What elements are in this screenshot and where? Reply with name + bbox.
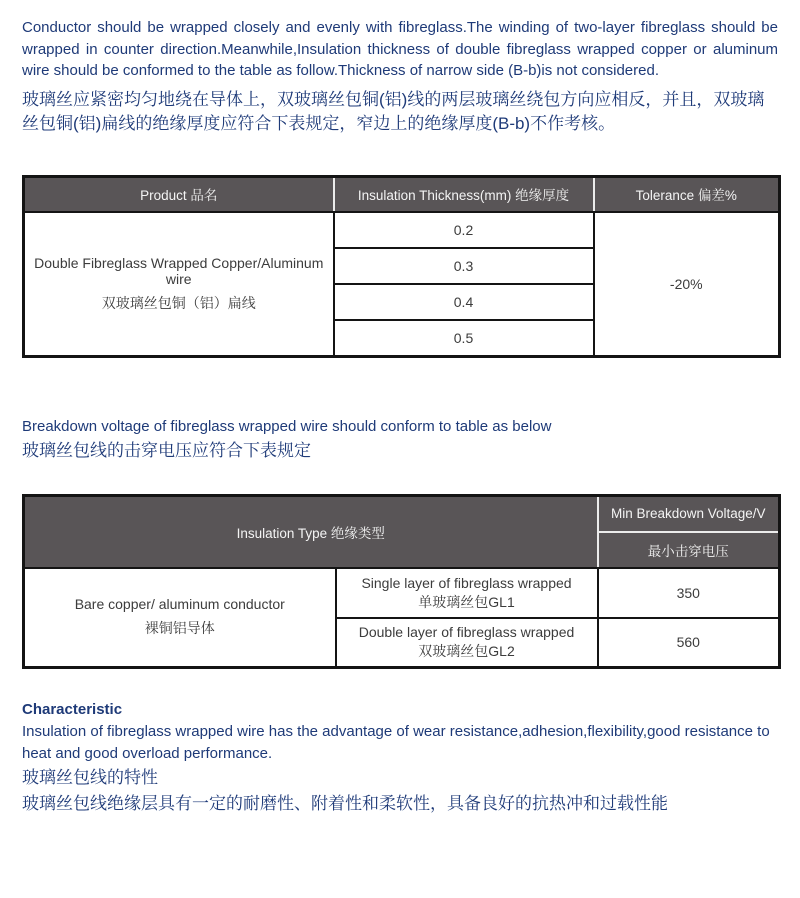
breakdown-paragraph-en: Breakdown voltage of fibreglass wrapped wire should conform to table as below bbox=[22, 417, 552, 435]
layer-type-cell bbox=[336, 618, 598, 668]
conductor-cell bbox=[24, 568, 336, 668]
voltage-table-header-row bbox=[24, 496, 780, 532]
product-name-en: Double Fibreglass Wrapped Copper/Aluminum wire bbox=[34, 254, 324, 287]
column-header-insulation-type: Insulation Type 绝缘类型 bbox=[24, 496, 598, 568]
tolerance-cell: -20% bbox=[594, 212, 780, 356]
column-header-thickness: Insulation Thickness(mm) 绝缘厚度 bbox=[334, 176, 594, 212]
thickness-table-section bbox=[22, 175, 778, 358]
layer-type-en: Double layer of fibreglass wrapped bbox=[358, 624, 575, 641]
insulation-thickness-table bbox=[22, 175, 781, 358]
breakdown-intro-section bbox=[22, 416, 778, 464]
layer-type-zh: 双玻璃丝包GL2 bbox=[418, 643, 515, 660]
conductor-name-en: Bare copper/ aluminum conductor bbox=[74, 596, 285, 613]
product-name-zh: 双玻璃丝包铜（铝）扁线 bbox=[101, 294, 256, 311]
product-cell bbox=[24, 212, 334, 356]
characteristic-title-zh: 玻璃丝包线的特性 bbox=[22, 768, 158, 787]
conductor-name-zh: 裸铜铝导体 bbox=[144, 620, 215, 637]
thickness-value-cell: 0.3 bbox=[334, 248, 594, 284]
layer-type-cell bbox=[336, 568, 598, 618]
column-header-min-voltage-en: Min Breakdown Voltage/V bbox=[598, 496, 780, 532]
column-header-min-voltage-zh: 最小击穿电压 bbox=[598, 532, 780, 568]
breakdown-paragraph-zh: 玻璃丝包线的击穿电压应符合下表规定 bbox=[22, 441, 311, 460]
column-header-tolerance: Tolerance 偏差% bbox=[594, 176, 780, 212]
breakdown-voltage-table bbox=[22, 494, 781, 669]
intro-paragraph-zh: 玻璃丝应紧密均匀地绕在导体上，双玻璃丝包铜(铝)线的两层玻璃丝绕包方向应相反，并且，双玻璃丝包铜(铝)扁线的绝缘厚度应符合下表规定，窄边上的绝缘厚度(B-b)不作考核。 bbox=[22, 89, 765, 133]
voltage-row bbox=[24, 568, 780, 618]
thickness-value-cell: 0.2 bbox=[334, 212, 594, 248]
thickness-value-cell: 0.4 bbox=[334, 284, 594, 320]
layer-type-zh: 单玻璃丝包GL1 bbox=[418, 593, 515, 610]
layer-type-en: Single layer of fibreglass wrapped bbox=[361, 574, 572, 591]
characteristic-title: Characteristic bbox=[22, 701, 123, 718]
characteristic-section bbox=[22, 699, 778, 816]
intro-paragraph-en: Conductor should be wrapped closely and evenly with fibreglass.The winding of two-layer fibreglass should be wrapped in counter direction.Meanwhile,Insulation thickness of double fibreglass wrapped copper or aluminum wire should be conformed to the table as follow.Thickness of narrow side (B-b)is not considered. bbox=[22, 19, 778, 79]
min-voltage-cell: 350 bbox=[598, 568, 780, 618]
thickness-value-cell: 0.5 bbox=[334, 320, 594, 356]
thickness-table-header-row bbox=[24, 176, 780, 212]
min-voltage-cell: 560 bbox=[598, 618, 780, 668]
voltage-table-section bbox=[22, 494, 778, 669]
characteristic-body-zh: 玻璃丝包线绝缘层具有一定的耐磨性、附着性和柔软性，具备良好的抗热冲和过载性能 bbox=[22, 794, 668, 813]
thickness-row bbox=[24, 212, 780, 248]
column-header-product: Product 品名 bbox=[24, 176, 334, 212]
characteristic-body-en: Insulation of fibreglass wrapped wire has the advantage of wear resistance,adhesion,flexibility,good resistance to heat and good overload performance. bbox=[22, 723, 770, 762]
